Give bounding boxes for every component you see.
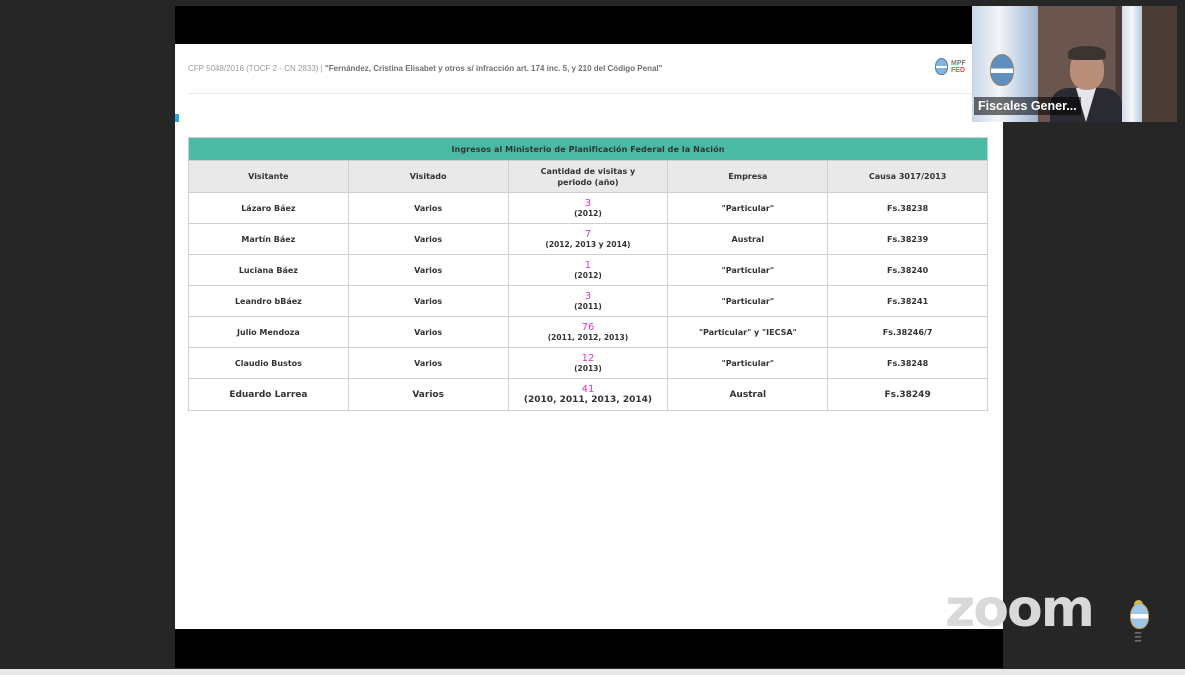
column-header-cantidad-text: Cantidad de visitas y periodo (año) [540, 166, 636, 187]
cell-visitante: Luciana Báez [189, 255, 349, 286]
cell-causa: Fs.38238 [828, 193, 988, 224]
cell-cantidad [508, 255, 668, 286]
argentina-emblem-icon [990, 54, 1014, 86]
cell-cantidad [508, 193, 668, 224]
participant-name-label: Fiscales Gener... [974, 97, 1081, 115]
visit-count: 7 [584, 228, 592, 240]
argentina-shield-icon [935, 58, 948, 75]
case-title: "Fernández, Cristina Elisabet y otros s/ infracción art. 174 inc. 5, y 210 del Código Penal" [324, 64, 663, 73]
column-header-visitante: Visitante [189, 161, 349, 193]
slide-accent-mark [175, 114, 179, 122]
visits-table [188, 137, 988, 411]
mpf-logo [951, 60, 966, 74]
cell-empresa: "Particular" [668, 286, 828, 317]
visit-period: (2012) [574, 208, 602, 218]
flag-right [1122, 6, 1142, 122]
cell-cantidad [508, 379, 668, 411]
cell-empresa: "Particular" y "IECSA" [668, 317, 828, 348]
visit-period: (2012) [574, 270, 602, 280]
participant-video-tile[interactable] [972, 6, 1177, 122]
cell-causa: Fs.38248 [828, 348, 988, 379]
table-row [189, 317, 988, 348]
cell-causa: Fs.38241 [828, 286, 988, 317]
participant-hair [1068, 46, 1106, 60]
case-reference: CFP 5048/2016 (TOCF 2 - CN 2833) | [188, 64, 323, 73]
cell-causa: Fs.38249 [828, 379, 988, 411]
cell-visitante: Claudio Bustos [189, 348, 349, 379]
visit-count: 12 [581, 352, 595, 364]
cell-cantidad [508, 286, 668, 317]
mpf-logo-top: MPF [951, 59, 966, 67]
slide-logos [935, 58, 966, 75]
cell-cantidad [508, 348, 668, 379]
cell-causa: Fs.38239 [828, 224, 988, 255]
cell-visitado: Varios [348, 348, 508, 379]
cell-visitado: Varios [348, 193, 508, 224]
cell-visitante: Martín Báez [189, 224, 349, 255]
table-title: Ingresos al Ministerio de Planificación Federal de la Nación [189, 138, 988, 161]
visit-period: (2012, 2013 y 2014) [545, 239, 631, 249]
cell-causa: Fs.38240 [828, 255, 988, 286]
visit-count: 76 [581, 321, 595, 333]
visit-period: (2011, 2012, 2013) [547, 332, 629, 342]
visit-period: (2011) [574, 301, 602, 311]
cell-visitado: Varios [348, 379, 508, 411]
table-row [189, 286, 988, 317]
visit-count: 3 [584, 290, 592, 302]
table-header-row [189, 161, 988, 193]
shared-slide [175, 44, 1003, 629]
cell-visitante: Julio Mendoza [189, 317, 349, 348]
cell-visitado: Varios [348, 224, 508, 255]
cell-empresa: "Particular" [668, 255, 828, 286]
column-header-empresa: Empresa [668, 161, 828, 193]
table-row [189, 224, 988, 255]
cell-visitante: Eduardo Larrea [189, 379, 349, 411]
emblem-caption: ═══ ═══ ═══ [1134, 631, 1142, 643]
emblem-shield-icon [1130, 603, 1149, 629]
bottom-strip [0, 669, 1185, 675]
cell-empresa: "Particular" [668, 348, 828, 379]
zoom-watermark-logo: zoom [945, 579, 1093, 639]
slide-header [188, 64, 662, 73]
cell-empresa: "Particular" [668, 193, 828, 224]
cell-cantidad [508, 317, 668, 348]
table-row [189, 348, 988, 379]
visit-count: 3 [584, 197, 592, 209]
header-divider [188, 93, 978, 94]
visit-count: 41 [581, 384, 595, 395]
column-header-causa: Causa 3017/2013 [828, 161, 988, 193]
cell-visitado: Varios [348, 286, 508, 317]
cell-visitante: Leandro bBáez [189, 286, 349, 317]
table-row [189, 193, 988, 224]
cell-causa: Fs.38246/7 [828, 317, 988, 348]
cell-empresa: Austral [668, 224, 828, 255]
table-row [189, 379, 988, 411]
cell-cantidad [508, 224, 668, 255]
cell-visitado: Varios [348, 255, 508, 286]
cell-visitante: Lázaro Báez [189, 193, 349, 224]
visit-period: (2010, 2011, 2013, 2014) [523, 395, 652, 405]
court-emblem-icon [1118, 603, 1158, 651]
visit-count: 1 [584, 259, 592, 271]
visit-period: (2013) [574, 363, 602, 373]
table-row [189, 255, 988, 286]
mpf-logo-bottom: FED [951, 66, 965, 74]
column-header-visitado: Visitado [348, 161, 508, 193]
cell-visitado: Varios [348, 317, 508, 348]
column-header-cantidad [508, 161, 668, 193]
cell-empresa: Austral [668, 379, 828, 411]
